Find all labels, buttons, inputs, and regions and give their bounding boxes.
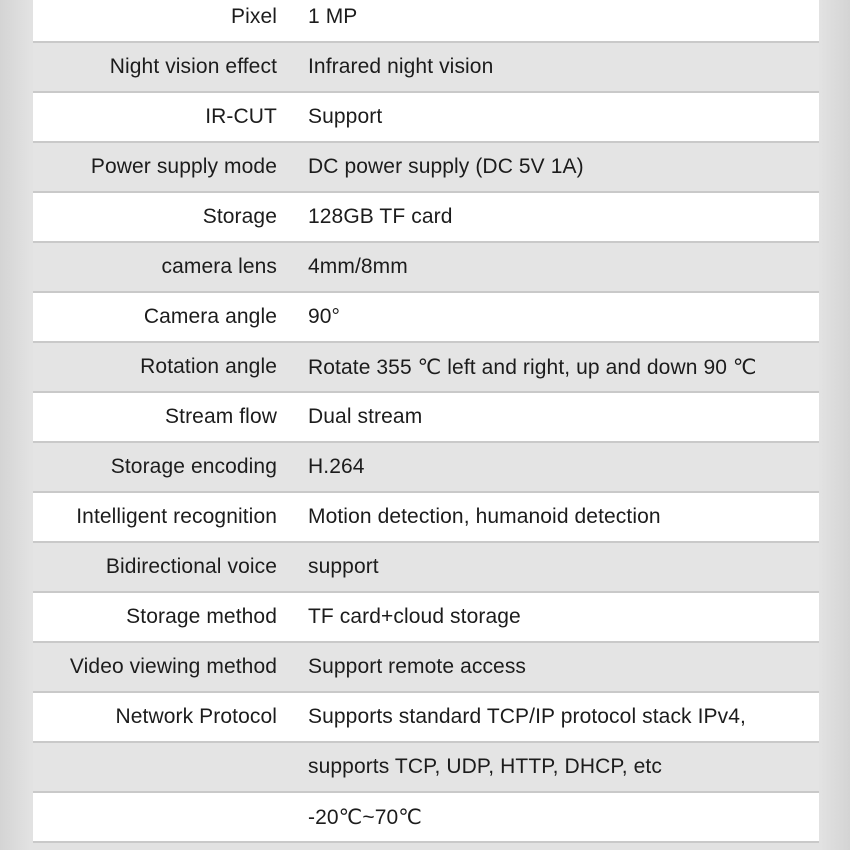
row-label: Pixel [230,5,277,28]
row-label: Night vision effect [109,55,277,78]
table-row [33,543,819,593]
row-value: 4mm/8mm [308,255,408,278]
row-value: Support [308,105,383,128]
row-label: IR-CUT [205,105,277,128]
table-row [33,193,819,243]
spec-table [33,0,819,843]
row-value: TF card+cloud storage [308,605,521,628]
row-value: Infrared night vision [308,55,494,78]
row-value: supports TCP, UDP, HTTP, DHCP, etc [308,755,662,778]
table-row [33,743,819,793]
row-label: Storage encoding [110,455,277,478]
table-row [33,693,819,743]
table-row [33,93,819,143]
row-value: Support remote access [308,655,527,678]
row-label: Bidirectional voice [105,555,277,578]
row-value: -20℃~70℃ [308,805,422,829]
row-value: Motion detection, humanoid detection [308,505,661,528]
row-value: 1 MP [308,5,358,28]
table-row [33,593,819,643]
row-label: Camera angle [143,305,277,328]
table-row [33,243,819,293]
row-label: camera lens [161,255,277,278]
table-row [33,443,819,493]
table-row [33,493,819,543]
row-value: Rotate 355 ℃ left and right, up and down 90 ℃ [308,355,757,379]
row-label: Storage method [126,605,277,628]
row-label: Rotation angle [140,355,277,378]
table-row [33,143,819,193]
table-row [33,43,819,93]
table-row [33,643,819,693]
row-label: Video viewing method [69,655,277,678]
row-value: DC power supply (DC 5V 1A) [308,155,584,178]
row-label: Intelligent recognition [76,505,277,528]
row-label: Network Protocol [115,705,277,728]
row-value: H.264 [308,455,365,478]
table-row [33,343,819,393]
row-label: Storage [202,205,277,228]
table-row [33,393,819,443]
table-row [33,293,819,343]
row-label: Stream flow [165,405,277,428]
row-label: Power supply mode [90,155,277,178]
row-value: Supports standard TCP/IP protocol stack IPv4, [308,705,746,728]
table-row [33,0,819,43]
row-value: 90° [308,305,341,328]
row-value: Dual stream [308,405,423,428]
table-row [33,793,819,843]
row-value: support [308,555,379,578]
row-value: 128GB TF card [308,205,453,228]
